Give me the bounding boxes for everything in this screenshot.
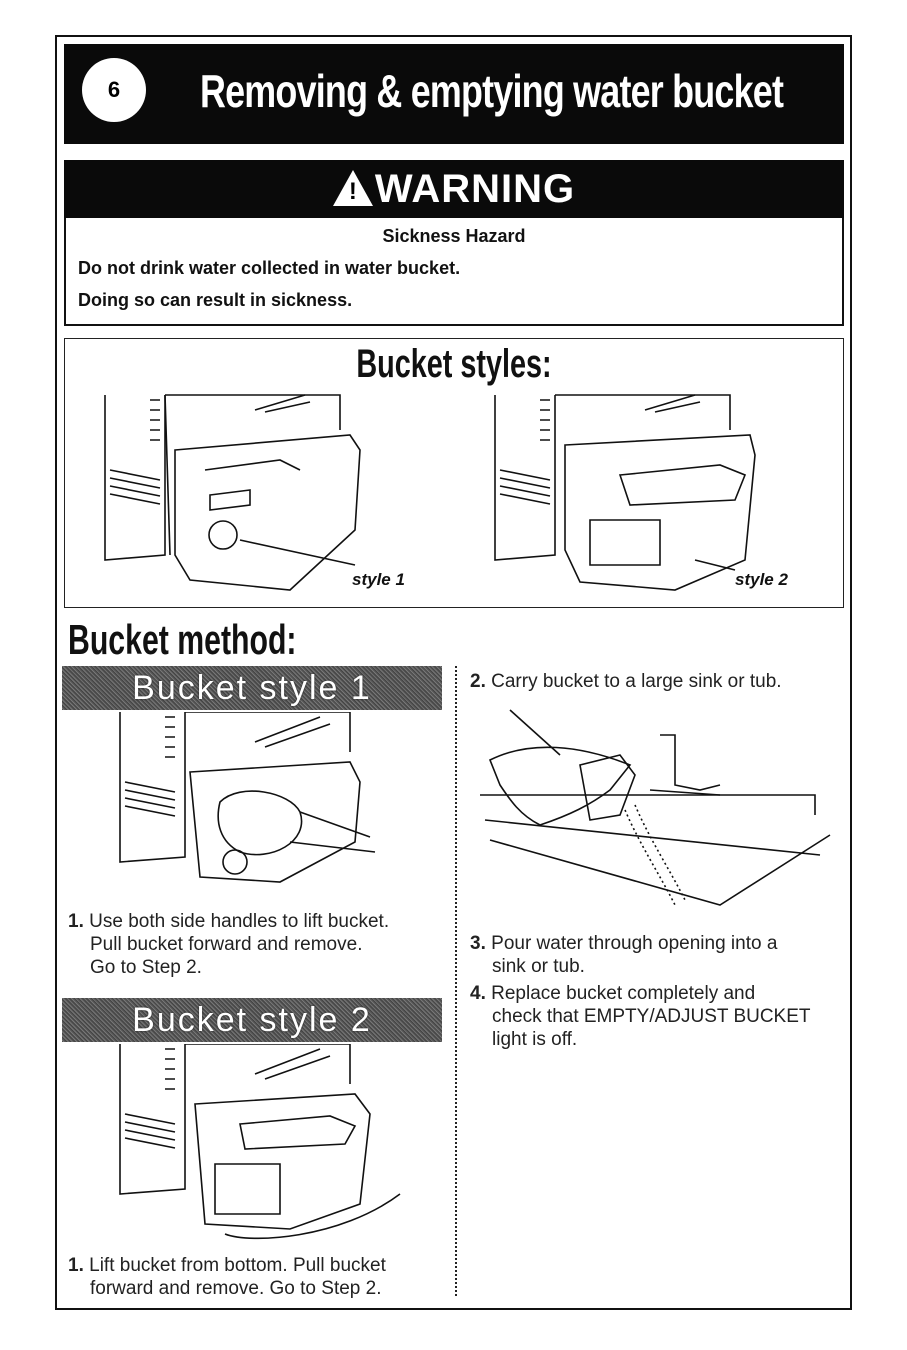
warning-title-row xyxy=(64,160,844,218)
style-2-label: style 2 xyxy=(735,570,788,589)
style-2-step-1-line-1: Lift bucket from bottom. Pull bucket xyxy=(89,1255,386,1276)
warning-symbol: ! xyxy=(348,178,358,205)
step-3 xyxy=(470,932,777,978)
style-2-step-1-num: 1. xyxy=(68,1255,84,1276)
warning-line-1: Do not drink water collected in water bucket. xyxy=(78,258,461,278)
step-3-num: 3. xyxy=(470,933,486,954)
step-3-line-2: sink or tub. xyxy=(492,956,585,977)
step-2-text: Carry bucket to a large sink or tub. xyxy=(491,671,782,692)
step-2 xyxy=(470,670,782,693)
section-title: Removing & emptying water bucket xyxy=(200,65,784,117)
bucket-style-1-band: Bucket style 1 xyxy=(62,666,442,710)
warning-line-2: Doing so can result in sickness. xyxy=(78,290,353,310)
step-4-num: 4. xyxy=(470,983,486,1004)
bucket-style-1-illustration xyxy=(90,390,440,600)
sink-pour-illustration xyxy=(470,705,840,920)
style-1-step-1-line-1: Use both side handles to lift bucket. xyxy=(89,911,390,932)
style-2-lift-illustration xyxy=(90,1044,420,1249)
step-3-line-1: Pour water through opening into a xyxy=(491,933,778,954)
style-1-step-1-line-2: Pull bucket forward and remove. xyxy=(90,934,363,955)
warning-title: WARNING xyxy=(374,167,576,211)
style-1-label: style 1 xyxy=(352,570,405,589)
style-1-lift-illustration xyxy=(90,712,420,897)
style-1-step-1-num: 1. xyxy=(68,911,84,932)
step-4-line-3: light is off. xyxy=(492,1029,578,1050)
step-4-line-2: check that EMPTY/ADJUST BUCKET xyxy=(492,1006,811,1027)
warning-triangle-icon xyxy=(333,170,373,206)
bucket-style-2-band: Bucket style 2 xyxy=(62,998,442,1042)
step-2-num: 2. xyxy=(470,671,486,692)
style-1-step-1 xyxy=(68,910,389,979)
style-2-step-1-line-2: forward and remove. Go to Step 2. xyxy=(90,1278,382,1299)
column-divider xyxy=(455,666,457,1296)
bucket-style-2-illustration xyxy=(480,390,830,600)
bucket-method-title: Bucket method: xyxy=(68,616,297,663)
step-4 xyxy=(470,982,811,1051)
step-4-line-1: Replace bucket completely and xyxy=(491,983,756,1004)
style-2-step-1 xyxy=(68,1254,386,1300)
style-1-step-1-line-3: Go to Step 2. xyxy=(90,957,202,978)
bucket-styles-title: Bucket styles: xyxy=(356,342,552,386)
step-number-badge: 6 xyxy=(82,58,146,122)
hazard-heading: Sickness Hazard xyxy=(382,226,526,246)
